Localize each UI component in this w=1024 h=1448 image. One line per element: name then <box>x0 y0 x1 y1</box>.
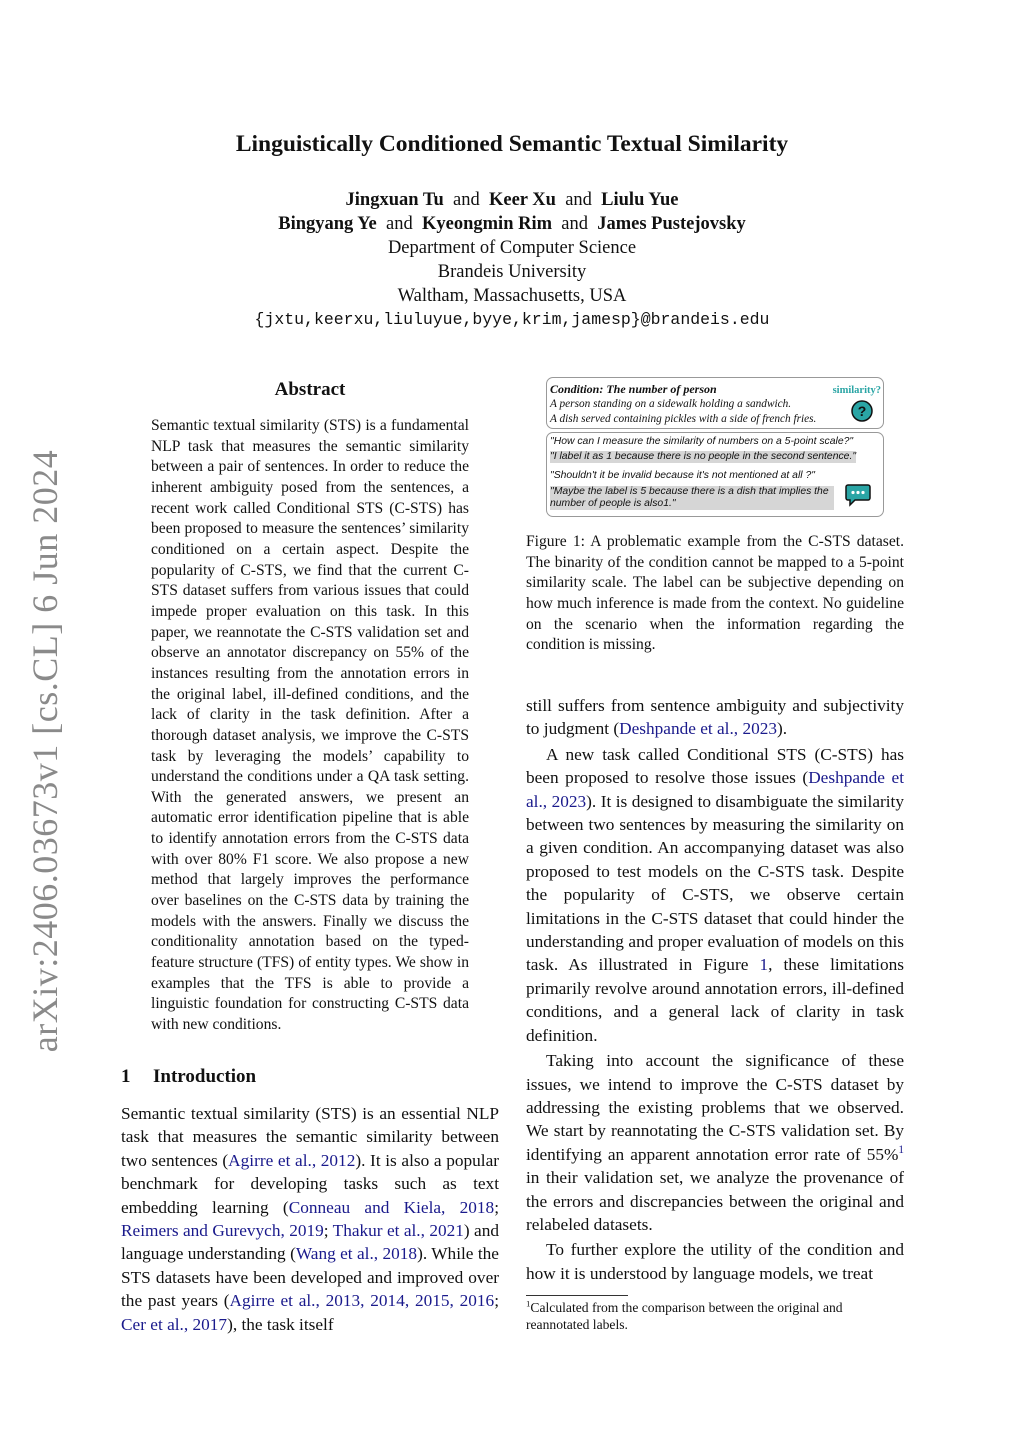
intro-left-column <box>121 1102 499 1336</box>
author-name: Keer Xu <box>488 190 556 210</box>
arxiv-identifier: arXiv:2406.03673v1 [cs.CL] 6 Jun 2024 <box>25 449 65 1053</box>
footnote-divider <box>526 1295 628 1296</box>
arxiv-sidebar-stamp <box>22 449 68 1053</box>
sentence-2: A dish served containing pickles with a side of french fries. <box>550 413 817 425</box>
paragraph: To further explore the utility of the condition and how it is understood by language models, we treat <box>526 1240 904 1283</box>
condition-title: Condition: The number of person <box>550 382 717 396</box>
qa-line: "Shouldn't it be invalid because it's not mentioned at all ?" <box>550 470 815 481</box>
footnote <box>526 1299 904 1333</box>
qa-box <box>546 432 884 517</box>
citation-link[interactable]: Reimers and Gurevych, 2019 <box>121 1221 324 1241</box>
sentence-1: A person standing on a sidewalk holding a sandwich. <box>550 398 792 410</box>
department: Department of Computer Science <box>387 238 637 258</box>
footnote-mark: 1 <box>526 1298 531 1309</box>
author-name: Jingxuan Tu <box>345 190 444 210</box>
svg-text:?: ? <box>857 403 867 419</box>
author-name: Liulu Yue <box>601 190 679 210</box>
citation-link[interactable]: Agirre et al., 2013, 2014, 2015, 2016 <box>229 1291 495 1311</box>
intro-right-column <box>526 694 904 1285</box>
footnote-ref-link[interactable]: 1 <box>898 1143 904 1156</box>
paragraph: Taking into account the significance of these issues, we intend to improve the C-STS dataset by addressing the existing problems that we observed. We start by reannotating the C-STS validation set. By identifying an apparent annotation error rate of 55%$^1$ in their validation set, we analyze the provenance of the errors and discrepancies between the original and relabeled datasets. <box>526 1051 904 1234</box>
abstract-text: Semantic textual similarity (STS) is a fundamental NLP task that measures the semantic similarity between a pair of sentences. In order to reduce the inherent ambiguity posed from the sentences, a recent work called Conditional STS (C-STS) has been proposed to measure the sentences’ similarity conditioned on a certain aspect. Despite the popularity of C-STS, we find that the current C-STS dataset suffers from various issues that could impede proper evaluation on this task. In this paper, we reannotate the C-STS validation set and observe an annotator discrepancy on 55% of the instances resulting from the annotation errors in the original label, ill-defined conditions, and the lack of clarity in the task definition. After a thorough dataset analysis, we improve the C-STS task by leveraging the models’ capability to understand the conditions under a QA task setting. With the generated answers, we present an automatic error identification pipeline that is able to identify annotation errors from the C-STS data with over 80% F1 score. We also propose a new method that largely improves the performance over baselines on the C-STS data by training the models with the answers. Finally we discuss the conditionality annotation based on the typed-feature structure (TFS) of entity types. We show in examples that the TFS is able to provide a linguistic foundation for constructing C-STS data with new conditions. <box>151 417 469 1034</box>
section-title: Introduction <box>153 1066 257 1087</box>
author-name: Bingyang Ye <box>278 214 377 234</box>
chat-bubble-icon <box>845 483 871 507</box>
university: Brandeis University <box>437 262 587 282</box>
citation-link[interactable]: Agirre et al., 2012 <box>228 1150 356 1170</box>
authors-line-2: Bingyang Ye and Kyeongmin Rim and James Pustejovsky <box>278 214 746 234</box>
paragraph: Semantic textual similarity (STS) is an essential NLP task that measures the semantic similarity between two sentences (Agirre et al., 2012). It is also a popular benchmark for developing tasks such as text embedding learning (Conneau and Kiela, 2018; Reimers and Gurevych, 2019; Thakur et al., 2021) and language understanding (Wang et al., 2018). While the STS datasets have been developed and improved over the past years (Agirre et al., 2013, 2014, 2015, 2016; Cer et al., 2017), the task itself <box>121 1104 500 1334</box>
qa-line: "I label it as 1 because there is no people in the second sentence." <box>550 451 857 462</box>
section-number: 1 <box>121 1066 131 1087</box>
similarity-label: similarity? <box>832 385 881 396</box>
abstract-heading: Abstract <box>274 379 346 400</box>
citation-link[interactable]: Thakur et al., 2021 <box>332 1221 464 1241</box>
footnote-text: Calculated from the comparison between the original and reannotated labels. <box>526 1300 843 1332</box>
author-emails: {jxtu,keerxu,liuluyue,byye,krim,jamesp}@brandeis.edu <box>254 310 770 329</box>
citation-link[interactable]: Wang et al., 2018 <box>295 1244 418 1264</box>
figure-1-caption: Figure 1: A problematic example from the C-STS dataset. The binarity of the condition cannot be mapped to a 5-point similarity scale. The label can be subjective depending on how much inference is made from the context. No guideline on the scenario when the information regarding the condition is missing. <box>526 533 904 654</box>
figure-1 <box>546 377 884 517</box>
figure-ref-link[interactable]: 1 <box>759 955 769 975</box>
qa-line: "Maybe the label is 5 because there is a dish that implies the number of people is also1." <box>550 486 834 510</box>
paper-title: Linguistically Conditioned Semantic Textual Similarity <box>235 131 789 157</box>
paragraph: A new task called Conditional STS (C-STS) has been proposed to resolve those issues (Deshpande et al., 2023). It is designed to disambiguate the similarity between two sentences by measuring the similarity on a given condition. An accompanying dataset was also proposed to test models on the C-STS task. Despite the popularity of C-STS, we observe certain limitations in the C-STS dataset that could hinder the understanding and proper evaluation of models on this task. As illustrated in Figure 1, these limitations primarily revolve around annotation errors, ill-defined conditions, and a general lack of clarity in task definition. <box>526 744 904 1045</box>
citation-link[interactable]: Conneau and Kiela, 2018 <box>288 1197 495 1217</box>
citation-link[interactable]: Deshpande et al., 2023 <box>526 768 904 811</box>
author-block <box>0 188 1024 332</box>
location: Waltham, Massachusetts, USA <box>397 286 627 306</box>
condition-box <box>546 377 884 429</box>
author-name: James Pustejovsky <box>597 214 746 234</box>
author-name: Kyeongmin Rim <box>422 214 553 234</box>
section-heading-introduction <box>121 1066 256 1088</box>
paragraph: still suffers from sentence ambiguity and subjectivity to judgment (Deshpande et al., 2023). <box>526 696 904 739</box>
citation-link[interactable]: Deshpande et al., 2023 <box>619 719 778 739</box>
question-icon <box>851 400 873 422</box>
qa-line: "How can I measure the similarity of numbers on a 5-point scale?" <box>550 436 854 447</box>
citation-link[interactable]: Cer et al., 2017 <box>121 1314 228 1334</box>
authors-line-1: Jingxuan Tu and Keer Xu and Liulu Yue <box>345 190 679 210</box>
